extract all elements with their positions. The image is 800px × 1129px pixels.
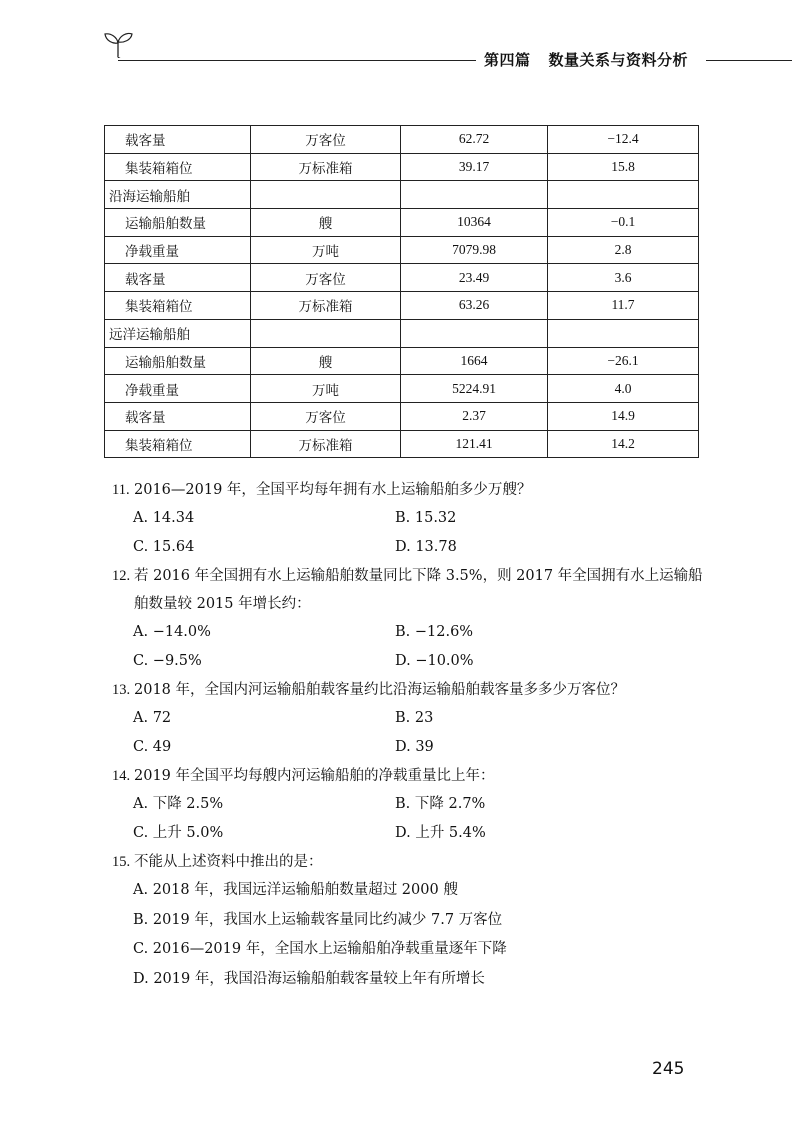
row-unit-cell: 万标准箱 [251,153,401,181]
row-value-cell [401,181,548,209]
row-change-cell: 15.8 [548,153,699,181]
answer-option: A. 2018 年，我国远洋运输船舶数量超过 2000 艘 [133,882,458,898]
question-text: 不能从上述资料中推出的是： [134,854,323,870]
row-name-cell: 载客量 [105,402,251,430]
row-unit-cell [251,319,401,347]
question-number: 11. [112,482,130,498]
question-item [112,562,712,676]
question-stem [112,562,712,618]
question-stem [112,848,712,876]
row-unit-cell: 万标准箱 [251,292,401,320]
option-list [112,618,712,676]
row-value-cell: 121.41 [401,430,548,458]
table-row [105,402,699,430]
row-change-cell: 11.7 [548,292,699,320]
row-value-cell: 39.17 [401,153,548,181]
option-list [112,704,712,762]
row-value-cell: 63.26 [401,292,548,320]
row-name-cell: 运输船舶数量 [105,347,251,375]
row-change-cell: 2.8 [548,236,699,264]
answer-option: A. −14.0% [133,624,211,640]
answer-option: C. 49 [133,739,172,755]
header-rule-right [706,60,792,61]
answer-option: B. 15.32 [395,510,457,526]
row-change-cell: −26.1 [548,347,699,375]
row-name-cell: 载客量 [105,126,251,154]
row-value-cell: 2.37 [401,402,548,430]
option-list [112,504,712,562]
row-change-cell [548,319,699,347]
header-rule-left [118,60,476,61]
question-stem [112,762,712,790]
table-row [105,347,699,375]
table-group-row [105,319,699,347]
row-name-cell: 载客量 [105,264,251,292]
question-number: 12. [112,568,131,584]
sprout-icon [103,30,133,58]
data-table [104,125,699,458]
table-row [105,292,699,320]
row-name-cell: 净载重量 [105,236,251,264]
table-row [105,153,699,181]
table-row [105,126,699,154]
answer-option: D. 13.78 [395,539,457,555]
question-text: 2018 年，全国内河运输船舶载客量约比沿海运输船舶载客量多多少万客位？ [134,682,626,698]
answer-option: B. 2019 年，我国水上运输载客量同比约减少 7.7 万客位 [133,911,503,928]
question-text: 2019 年全国平均每艘内河运输船舶的净载重量比上年： [134,768,495,784]
question-number: 13. [112,682,131,698]
row-value-cell: 1664 [401,347,548,375]
option-list [112,790,712,848]
question-number: 15. [112,854,131,870]
row-value-cell: 7079.98 [401,236,548,264]
row-value-cell [401,319,548,347]
table-row [105,236,699,264]
table-row [105,375,699,403]
row-change-cell: 3.6 [548,264,699,292]
question-list [112,476,712,994]
row-change-cell: −0.1 [548,209,699,237]
answer-option: B. 23 [395,710,434,726]
row-value-cell: 62.72 [401,126,548,154]
row-unit-cell: 万客位 [251,126,401,154]
answer-option: D. −10.0% [395,653,474,669]
question-item [112,848,712,994]
question-item [112,676,712,762]
answer-option: A. 72 [133,710,172,726]
answer-option: D. 2019 年，我国沿海运输船舶载客量较上年有所增长 [133,970,485,987]
answer-option: A. 下降 2.5% [133,796,224,812]
row-change-cell: 14.9 [548,402,699,430]
row-name-cell: 运输船舶数量 [105,209,251,237]
row-name-cell: 净载重量 [105,375,251,403]
answer-option: C. 2016—2019 年，全国水上运输船舶净载重量逐年下降 [133,941,507,957]
header-section-title: 数量关系与资料分析 [548,51,689,69]
header-title [484,49,688,70]
page-number: 245 [652,1059,685,1079]
answer-option: B. 下降 2.7% [395,796,486,812]
row-change-cell: 14.2 [548,430,699,458]
table-row [105,209,699,237]
row-unit-cell: 万吨 [251,236,401,264]
row-value-cell: 10364 [401,209,548,237]
row-change-cell [548,181,699,209]
row-value-cell: 23.49 [401,264,548,292]
answer-option: D. 39 [395,739,434,755]
question-item [112,762,712,848]
answer-option: C. −9.5% [133,653,202,669]
table-row [105,264,699,292]
question-item [112,476,712,562]
row-unit-cell: 万客位 [251,402,401,430]
data-table-body [105,126,699,458]
row-unit-cell [251,181,401,209]
row-name-cell: 集装箱箱位 [105,153,251,181]
answer-option: C. 上升 5.0% [133,825,224,841]
row-value-cell: 5224.91 [401,375,548,403]
answer-option: D. 上升 5.4% [395,825,486,841]
row-change-cell: −12.4 [548,126,699,154]
row-change-cell: 4.0 [548,375,699,403]
header-part: 第四篇 [484,51,531,69]
question-text: 2016—2019 年，全国平均每年拥有水上运输船舶多少万艘？ [134,482,532,498]
row-unit-cell: 万标准箱 [251,430,401,458]
question-text: 若 2016 年全国拥有水上运输船舶数量同比下降 3.5%，则 2017 年全国拥有水上运输船舶数量较 2015 年增长约： [134,568,703,612]
row-name-cell: 集装箱箱位 [105,292,251,320]
option-list [112,876,712,994]
answer-option: A. 14.34 [133,510,195,526]
table-group-row [105,181,699,209]
row-name-cell: 沿海运输船舶 [105,181,251,209]
question-stem [112,676,712,704]
row-unit-cell: 万客位 [251,264,401,292]
row-name-cell: 集装箱箱位 [105,430,251,458]
answer-option: C. 15.64 [133,539,195,555]
row-unit-cell: 艘 [251,347,401,375]
table-row [105,430,699,458]
answer-option: B. −12.6% [395,624,474,640]
question-number: 14. [112,768,131,784]
question-stem [112,476,712,504]
page-header [0,0,800,80]
row-unit-cell: 万吨 [251,375,401,403]
row-name-cell: 远洋运输船舶 [105,319,251,347]
row-unit-cell: 艘 [251,209,401,237]
